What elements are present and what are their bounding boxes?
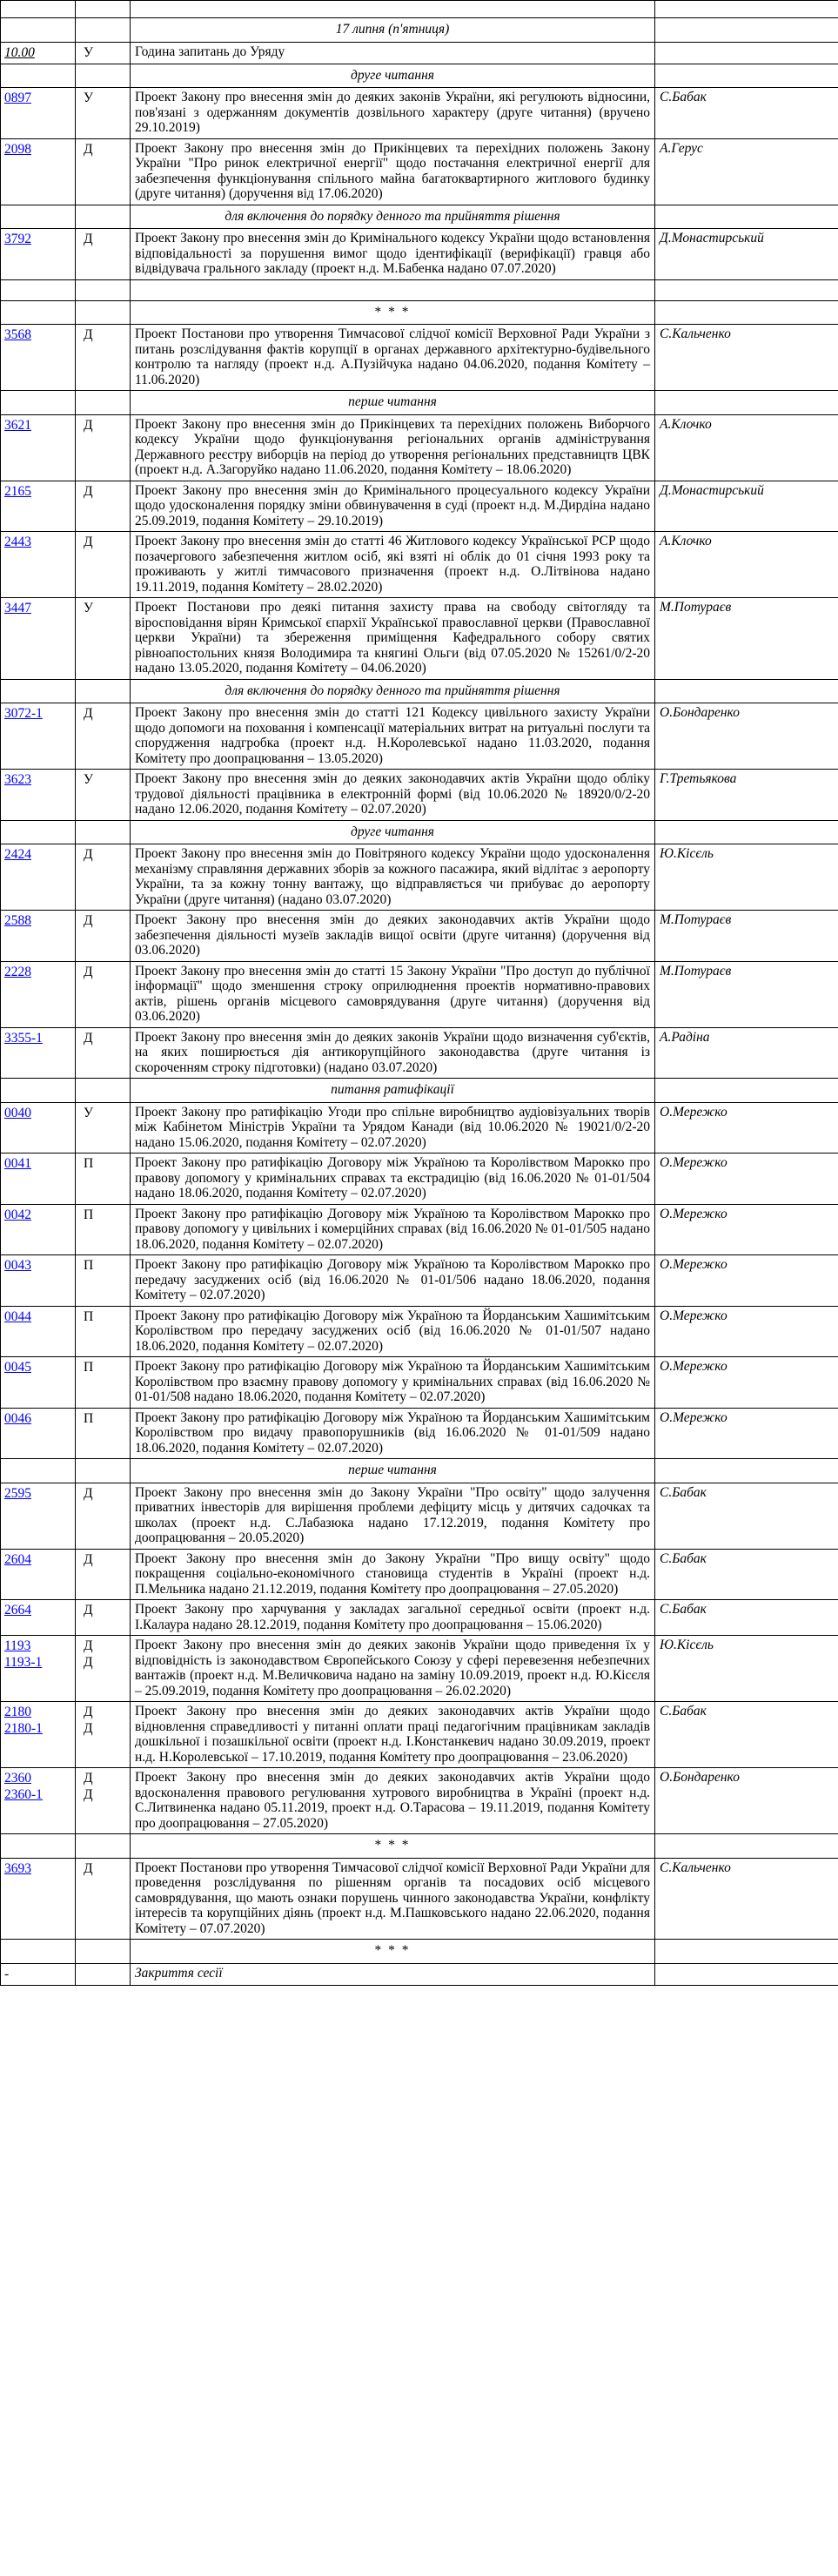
type-letter-cell	[76, 770, 131, 821]
table-row	[1, 42, 838, 64]
empty-cell	[76, 820, 131, 844]
type-letter: Д	[84, 1787, 93, 1802]
bill-number-link[interactable]: 2443	[4, 535, 31, 549]
author-name: С.Кальченко	[655, 1858, 838, 1940]
empty-cell	[76, 18, 131, 43]
type-letter: П	[84, 1308, 94, 1324]
bill-number-link[interactable]: 2604	[4, 1551, 31, 1567]
author-name: А.Герус	[655, 138, 838, 205]
type-letter: Д	[84, 417, 93, 433]
table-row	[1, 325, 838, 391]
bill-title-text: Проект Закону про ратифікацію Договору між Україною та Королівством Марокко про правову допомогу у кримінальних справах та екстрадицію (від 16.06.2020 № 01-01/504 надано 18.06.2020, подання Комітету – 02.07.2020)	[131, 1153, 655, 1205]
bill-number-cell	[1, 1102, 76, 1153]
empty-cell	[655, 820, 838, 844]
bill-number-cell	[1, 770, 76, 821]
author-name: Ю.Кісєль	[655, 1636, 838, 1702]
bill-title-text: Проект Закону про внесення змін до деяких законодавчих актів України щодо забезпечення діяльності музеїв закладів вищої освіти (друге читання) (доручення від 03.06.2020)	[131, 911, 655, 962]
bill-title-text: Проект Закону про внесення змін до Прикінцевих та перехідних положень Закону України "Про ринок електричної енергії" щодо постачання електричної енергії для забезпечення функціонування спільного майна багатоквартирного житлового будинку (друге читання) (доручення від 17.06.2020)	[131, 138, 655, 205]
author-name: О.Мережко	[655, 1102, 838, 1153]
bill-title-text: Закриття сесії	[131, 1963, 655, 1985]
table-row	[1, 481, 838, 532]
empty-cell	[76, 1459, 131, 1483]
bill-number-cell	[1, 1858, 76, 1940]
bill-number-link[interactable]: 2180-1	[4, 1721, 43, 1736]
bill-title-text: Проект Закону про внесення змін до деяких законів України, які регулюють відносини, пов'язані з одержанням документів дозвільного характеру (друге читання) (вручено 29.10.2019)	[131, 88, 655, 139]
author-name: О.Бондаренко	[655, 1768, 838, 1834]
bill-title-text: Проект Закону про ратифікацію Договору між Україною та Йорданським Хашимітським Королівством про видачу правопорушників (від 16.06.2020 № 01-01/509 надано 18.06.2020, подання Комітету – 02.07.2020)	[131, 1408, 655, 1459]
empty-cell	[655, 1834, 838, 1859]
empty-cell	[76, 391, 131, 415]
bill-number-link[interactable]: 2595	[4, 1485, 31, 1501]
table-row	[1, 1408, 838, 1459]
type-letter: П	[84, 1207, 94, 1222]
bill-number-cell	[1, 532, 76, 598]
bill-title-text: Проект Закону про внесення змін до статті 46 Житлового кодексу Української РСР щодо позачергового забезпечення житлом осіб, які взяті ні облік до 01 січня 1993 року та проживають у житлі тимчасового призначення (проект н.д. О.Літвінова надано 19.11.2019, подання Комітету – 28.02.2020)	[131, 532, 655, 598]
section-heading: для включення до порядку денного та прийняття рішення	[131, 205, 655, 229]
type-letter: У	[84, 44, 93, 60]
table-row	[1, 844, 838, 911]
type-letter: Д	[84, 1771, 93, 1786]
empty-cell	[76, 205, 131, 229]
author-name: О.Мережко	[655, 1306, 838, 1357]
bill-number-cell	[1, 1255, 76, 1307]
table-row	[1, 1636, 838, 1702]
bill-number-cell	[1, 1408, 76, 1459]
table-row	[1, 229, 838, 280]
author-name	[655, 1963, 838, 1985]
bill-number-link[interactable]: 0042	[4, 1207, 31, 1222]
table-row	[1, 88, 838, 139]
bill-number-link[interactable]: 2424	[4, 847, 31, 862]
type-letter-cell	[76, 1600, 131, 1636]
bill-number-cell	[1, 1600, 76, 1636]
section-row	[1, 679, 838, 703]
type-letter-cell	[76, 703, 131, 770]
table-row	[1, 911, 838, 962]
bill-number-link[interactable]: 3693	[4, 1860, 31, 1876]
bill-number-cell	[1, 1636, 76, 1702]
bill-title-text: Проект Закону про харчування у закладах загальної середньої освіти (проект н.д. І.Калаура надано 28.12.2019, подання Комітету про доопрацювання – 15.06.2020)	[131, 1600, 655, 1636]
empty-cell	[76, 1834, 131, 1859]
type-letter: П	[84, 1360, 94, 1375]
bill-title-text: Проект Постанови про деякі питання захисту права на свободу світогляду та віросповідання вірян Кримської єпархії Української православної церкви (Православної церкви України) та збереження приміщення Кафедрального собору святих рівноапостольних князя Володимира та княгині Ольги (від 07.05.2020 № 15261/0/2-20 надано 13.05.2020, подання Комітету – 04.06.2020)	[131, 598, 655, 680]
empty-cell	[1, 18, 76, 43]
bill-number-link[interactable]: 0041	[4, 1156, 31, 1171]
author-name: М.Потураєв	[655, 911, 838, 962]
type-letter: Д	[84, 847, 93, 862]
bill-title-text: Проект Постанови про утворення Тимчасової слідчої комісії Верховної Ради України для проведення розслідування по рішенням органів та посадових осіб місцевого самоврядування, що мають ознаки порушень чинного законодавства України, конфлікту інтересів та корупційних діянь (проект н.д. М.Пашковського надано 22.06.2020, подання Комітету – 07.07.2020)	[131, 1858, 655, 1940]
empty-cell	[1, 1940, 76, 1964]
table-row	[1, 1600, 838, 1636]
table-row	[1, 1357, 838, 1409]
separator-stars: * * *	[131, 1940, 655, 1964]
type-letter: Д	[84, 1485, 93, 1501]
type-letter-cell	[76, 961, 131, 1027]
type-letter-cell	[76, 414, 131, 481]
table-row	[1, 138, 838, 205]
bill-title-text: Проект Закону про внесення змін до деяких законів України щодо приведення їх у відповідність із законодавством Європейського Союзу у сфері перевезення небезпечних вантажів (проект н.д. М.Величковича надано на заміну 10.09.2019, проект н.д. Ю.Кісєля – 25.09.2019, подання Комітету про доопрацювання – 26.02.2020)	[131, 1636, 655, 1702]
table-row	[1, 961, 838, 1027]
bill-number-link[interactable]: 2180	[4, 1705, 31, 1719]
empty-cell	[131, 279, 655, 300]
table-row	[1, 770, 838, 821]
empty-cell	[1, 300, 76, 325]
author-name: С.Бабак	[655, 1549, 838, 1600]
type-letter-cell	[76, 911, 131, 962]
bill-number-cell	[1, 42, 76, 64]
time-label: 10.00	[4, 44, 35, 60]
type-letter: Д	[84, 141, 93, 157]
bill-number-link[interactable]: 0043	[4, 1258, 31, 1273]
bill-number-cell	[1, 481, 76, 532]
bill-title-text: Проект Закону про внесення змін до деяких законів України щодо визначення суб'єктів, на яких поширюється дія антикорупційного законодавства (друге читання із скороченням строку підготовки) (надано 03.07.2020)	[131, 1027, 655, 1079]
bill-number-cell	[1, 229, 76, 280]
type-letter-cell	[76, 1204, 131, 1255]
bill-title-text: Проект Закону про внесення змін до Закону України "Про освіту" щодо залучення приватних інвесторів для вирішення проблеми дефіциту місць у дитячих садочках та школах (проект н.д. С.Лабазюка надано 17.12.2019, подання Комітету про доопрацювання – 20.05.2020)	[131, 1483, 655, 1549]
type-letter: Д	[84, 1638, 93, 1653]
section-row	[1, 391, 838, 415]
author-name: О.Мережко	[655, 1153, 838, 1205]
table-row	[1, 1549, 838, 1600]
type-letter: У	[84, 1105, 93, 1120]
table-row	[1, 703, 838, 770]
section-row	[1, 205, 838, 229]
type-letter: У	[84, 91, 93, 105]
author-name: О.Мережко	[655, 1204, 838, 1255]
section-row	[1, 820, 838, 844]
section-row	[1, 1079, 838, 1103]
author-name: М.Потураєв	[655, 961, 838, 1027]
type-letter: Д	[84, 1860, 93, 1876]
section-heading: перше читання	[131, 1459, 655, 1483]
bill-number-cell	[1, 1768, 76, 1834]
bill-number-link[interactable]: 3792	[4, 232, 31, 246]
bill-number-link[interactable]: 3072-1	[4, 706, 43, 721]
type-letter-cell	[76, 844, 131, 911]
empty-cell	[655, 205, 838, 229]
bill-number-link[interactable]: 2098	[4, 141, 31, 157]
bill-title-text: Проект Закону про внесення змін до Кримінального кодексу України щодо встановлення відповідальності за порушення вимог щодо ідентифікації (верифікації) гравця або відвідувача грального закладу (проект н.д. М.Бабенка надано 07.07.2020)	[131, 229, 655, 280]
agenda-table-body	[1, 1, 838, 1986]
section-row	[1, 1834, 838, 1859]
bill-number-cell	[1, 325, 76, 391]
bill-number-cell	[1, 1306, 76, 1357]
type-letter: Д	[84, 327, 93, 342]
bill-number-cell	[1, 961, 76, 1027]
type-letter-cell	[76, 532, 131, 598]
bill-number-link[interactable]: 0040	[4, 1105, 31, 1120]
type-letter-cell	[76, 325, 131, 391]
table-row	[1, 1858, 838, 1940]
author-name: О.Мережко	[655, 1357, 838, 1409]
table-row	[1, 414, 838, 481]
type-letter-cell	[76, 1702, 131, 1768]
type-letter: П	[84, 1258, 94, 1273]
type-letter-cell	[76, 1768, 131, 1834]
type-letter-cell	[76, 598, 131, 680]
empty-cell	[655, 1, 838, 18]
type-letter: П	[84, 1410, 94, 1426]
bill-number-cell	[1, 414, 76, 481]
type-letter: Д	[84, 483, 93, 499]
type-letter-cell	[76, 229, 131, 280]
section-heading: питання ратифікації	[131, 1079, 655, 1103]
empty-cell	[1, 820, 76, 844]
author-name: А.Клочко	[655, 532, 838, 598]
bill-number-link[interactable]: 2664	[4, 1603, 31, 1618]
empty-cell	[1, 1834, 76, 1859]
type-letter: У	[84, 601, 93, 615]
type-letter-cell	[76, 88, 131, 139]
bill-number-cell	[1, 138, 76, 205]
bill-title-text: Проект Закону про ратифікацію Договору між Україною та Йорданським Хашимітським Королівством про передачу засуджених осіб (від 16.06.2020 № 01-01/507 надано 18.06.2020, подання Комітету – 02.07.2020)	[131, 1306, 655, 1357]
type-letter-cell	[76, 1483, 131, 1549]
bill-title-text: Проект Закону про ратифікацію Договору між Україною та Йорданським Хашимітським Королівством про взаємну правову допомогу у кримінальних справах (від 16.06.2020 № 01-01/508 надано 18.06.2020, подання Комітету – 02.07.2020)	[131, 1357, 655, 1409]
bill-number-link[interactable]: 3447	[4, 601, 31, 615]
bill-number-link[interactable]: 0045	[4, 1360, 31, 1375]
separator-stars: * * *	[131, 300, 655, 325]
row-label: -	[4, 1966, 10, 1981]
bill-number-cell	[1, 1549, 76, 1600]
table-row	[1, 1027, 838, 1079]
empty-cell	[76, 1940, 131, 1964]
section-row	[1, 18, 838, 43]
empty-cell	[1, 205, 76, 229]
empty-cell	[1, 279, 76, 300]
table-row	[1, 1255, 838, 1307]
bill-number-link[interactable]: 0897	[4, 91, 31, 105]
bill-number-link[interactable]: 2165	[4, 483, 31, 499]
section-row	[1, 1459, 838, 1483]
bill-title-text: Проект Закону про внесення змін до деяких законодавчих актів України щодо відновлення справедливості у питанні оплати праці педагогічним працівникам закладів дошкільної і позашкільної освіти (проект н.д. І.Констанкевич надано 30.09.2019, проект н.д. Н.Королевської – 17.10.2019, подання Комітету про доопрацювання – 23.06.2020)	[131, 1702, 655, 1768]
type-letter: У	[84, 772, 93, 787]
bill-title-text: Проект Закону про внесення змін до Кримінального процесуального кодексу України щодо удосконалення порядку зміни обвинувачення в суді (проект н.д. М.Дирдіна надано 25.09.2019, подання Комітету – 29.10.2019)	[131, 481, 655, 532]
type-letter-cell	[76, 1963, 131, 1985]
author-name: А.Радіна	[655, 1027, 838, 1079]
bill-number-link[interactable]: 2228	[4, 964, 31, 979]
type-letter-cell	[76, 42, 131, 64]
date-heading: 17 липня (п'ятниця)	[131, 18, 655, 43]
section-heading: для включення до порядку денного та прийняття рішення	[131, 679, 655, 703]
empty-cell	[76, 300, 131, 325]
empty-cell	[1, 1, 76, 18]
bill-number-cell	[1, 1027, 76, 1079]
spacer-row	[1, 279, 838, 300]
type-letter-cell	[76, 1255, 131, 1307]
spacer-row	[1, 1, 838, 18]
author-name: С.Бабак	[655, 1600, 838, 1636]
empty-cell	[655, 1079, 838, 1103]
empty-cell	[655, 279, 838, 300]
type-letter: Д	[84, 1030, 93, 1046]
empty-cell	[76, 679, 131, 703]
type-letter-cell	[76, 1549, 131, 1600]
type-letter-cell	[76, 1153, 131, 1205]
type-letter-cell	[76, 1858, 131, 1940]
bill-number-link[interactable]: 1193-1	[4, 1655, 43, 1670]
type-letter-cell	[76, 1027, 131, 1079]
author-name: О.Бондаренко	[655, 703, 838, 770]
author-name: М.Потураєв	[655, 598, 838, 680]
empty-cell	[76, 1079, 131, 1103]
empty-cell	[1, 391, 76, 415]
type-letter-cell	[76, 1636, 131, 1702]
bill-number-link[interactable]: 3355-1	[4, 1030, 43, 1046]
bill-number-cell	[1, 598, 76, 680]
type-letter-cell	[76, 481, 131, 532]
table-row	[1, 1306, 838, 1357]
empty-cell	[655, 18, 838, 43]
bill-number-link[interactable]: 2360-1	[4, 1787, 43, 1802]
author-name	[655, 42, 838, 64]
bill-title-text: Проект Закону про ратифікацію Договору між Україною та Королівством Марокко про передачу засуджених осіб (від 16.06.2020 № 01-01/506 надано 18.06.2020, подання Комітету – 02.07.2020)	[131, 1255, 655, 1307]
author-name: С.Бабак	[655, 1702, 838, 1768]
bill-number-cell	[1, 1483, 76, 1549]
bill-number-link[interactable]: 0044	[4, 1308, 31, 1324]
bill-number-cell	[1, 1702, 76, 1768]
bill-title-text: Проект Постанови про утворення Тимчасової слідчої комісії Верховної Ради України з питань розслідування фактів корупції в органах державного архітектурно-будівельного контролю та нагляду (проект н.д. А.Пузійчука надано 04.06.2020, подання Комітету – 11.06.2020)	[131, 325, 655, 391]
author-name: Д.Монастирський	[655, 229, 838, 280]
type-letter-cell	[76, 1408, 131, 1459]
bill-number-cell	[1, 1204, 76, 1255]
bill-number-cell	[1, 844, 76, 911]
empty-cell	[76, 1, 131, 18]
empty-cell	[1, 679, 76, 703]
author-name: О.Мережко	[655, 1408, 838, 1459]
bill-title-text: Проект Закону про ратифікацію Угоди про спільне виробництво аудіовізуальних творів між Кабінетом Міністрів України та Урядом Канади (від 10.06.2020 № 19021/0/2-20 надано 15.06.2020, подання Комітету – 02.07.2020)	[131, 1102, 655, 1153]
bill-title-text: Проект Закону про ратифікацію Договору між Україною та Королівством Марокко про правову допомогу у цивільних і комерційних справах (від 16.06.2020 № 01-01/505 надано 18.06.2020, подання Комітету – 02.07.2020)	[131, 1204, 655, 1255]
bill-title-text: Проект Закону про внесення змін до деяких законодавчих актів України щодо вдосконалення правового регулювання хутрового виробництва в Україні (проект н.д. С.Литвиненка надано 05.11.2019, проект н.д. О.Тарасова – 19.11.2019, подання Комітету про доопрацювання – 27.05.2020)	[131, 1768, 655, 1834]
table-row	[1, 1102, 838, 1153]
bill-number-link[interactable]: 3623	[4, 772, 31, 787]
bill-title-text: Проект Закону про внесення змін до статті 15 Закону України "Про доступ до публічної інформації" щодо зменшення строку оприлюднення проектів нормативно-правових актів, рішень органів місцевого самоврядування (друге читання) (доручення від 03.06.2020)	[131, 961, 655, 1027]
type-letter-cell	[76, 1357, 131, 1409]
type-letter: Д	[84, 964, 93, 979]
type-letter-cell	[76, 1102, 131, 1153]
table-row	[1, 1483, 838, 1549]
type-letter: Д	[84, 1705, 93, 1719]
bill-title-text: Проект Закону про внесення змін до Закону України "Про вищу освіту" щодо покращення соціально-економічного становища студентів в Україні (проект н.д. П.Мельника надано 21.12.2019, подання Комітету про доопрацювання – 27.05.2020)	[131, 1549, 655, 1600]
author-name: О.Мережко	[655, 1255, 838, 1307]
empty-cell	[655, 1940, 838, 1964]
type-letter: Д	[84, 1721, 93, 1736]
bill-title-text: Проект Закону про внесення змін до статті 121 Кодексу цивільного захисту України щодо допомоги на поховання і компенсації матеріальних витрат на ритуальні послуги та спорудження надгробка (проект н.д. Н.Королевської надано 11.03.2020, подання Комітету про доопрацювання – 13.05.2020)	[131, 703, 655, 770]
type-letter: Д	[84, 1655, 93, 1670]
table-row	[1, 598, 838, 680]
empty-cell	[76, 279, 131, 300]
empty-cell	[1, 64, 76, 88]
bill-number-link[interactable]: 2360	[4, 1771, 31, 1786]
type-letter: Д	[84, 913, 93, 928]
section-heading: друге читання	[131, 820, 655, 844]
empty-cell	[655, 64, 838, 88]
bill-number-link[interactable]: 3621	[4, 417, 31, 433]
bill-number-cell	[1, 703, 76, 770]
author-name: А.Клочко	[655, 414, 838, 481]
bill-title-text: Година запитань до Уряду	[131, 42, 655, 64]
empty-cell	[131, 1, 655, 18]
bill-title-text: Проект Закону про внесення змін до деяких законодавчих актів України щодо обліку трудової діяльності працівника в електронній формі (від 10.06.2020 № 18920/0/2-20 надано 12.06.2020, подання Комітету – 02.07.2020)	[131, 770, 655, 821]
table-row	[1, 1963, 838, 1985]
author-name: С.Бабак	[655, 1483, 838, 1549]
type-letter: Д	[84, 1551, 93, 1567]
bill-number-cell	[1, 1357, 76, 1409]
section-heading: перше читання	[131, 391, 655, 415]
bill-number-link[interactable]: 3568	[4, 327, 31, 342]
author-name: Ю.Кісєль	[655, 844, 838, 911]
empty-cell	[655, 1459, 838, 1483]
table-row	[1, 1768, 838, 1834]
bill-number-link[interactable]: 1193	[4, 1638, 31, 1653]
empty-cell	[655, 679, 838, 703]
bill-number-cell	[1, 1153, 76, 1205]
table-row	[1, 532, 838, 598]
bill-number-cell	[1, 911, 76, 962]
author-name: С.Кальченко	[655, 325, 838, 391]
type-letter: П	[84, 1156, 94, 1171]
empty-cell	[76, 64, 131, 88]
bill-number-link[interactable]: 0046	[4, 1410, 31, 1426]
author-name: Г.Третьякова	[655, 770, 838, 821]
bill-number-cell	[1, 1963, 76, 1985]
bill-title-text: Проект Закону про внесення змін до Повітряного кодексу України щодо удосконалення механізму справляння державних зборів за кожного пасажира, який відлітає з аеропорту України, та за кожну тонну вантажу, що відправляється чи прибуває до аеропорту України (друге читання) (надано 03.07.2020)	[131, 844, 655, 911]
type-letter-cell	[76, 1306, 131, 1357]
table-row	[1, 1153, 838, 1205]
empty-cell	[655, 300, 838, 325]
table-row	[1, 1204, 838, 1255]
section-row	[1, 64, 838, 88]
type-letter: Д	[84, 706, 93, 721]
section-heading: друге читання	[131, 64, 655, 88]
bill-number-cell	[1, 88, 76, 139]
separator-stars: * * *	[131, 1834, 655, 1859]
empty-cell	[655, 391, 838, 415]
empty-cell	[1, 1079, 76, 1103]
author-name: С.Бабак	[655, 88, 838, 139]
author-name: Д.Монастирський	[655, 481, 838, 532]
section-row	[1, 1940, 838, 1964]
section-row	[1, 300, 838, 325]
type-letter: Д	[84, 535, 93, 549]
empty-cell	[1, 1459, 76, 1483]
bill-title-text: Проект Закону про внесення змін до Прикінцевих та перехідних положень Виборчого кодексу України щодо функціонування регіональних органів адміністрування Державного реєстру виборців на період до утворення регіональних представництв ЦВК (проект н.д. А.Загоруйко надано 11.06.2020, подання Комітету – 18.06.2020)	[131, 414, 655, 481]
type-letter-cell	[76, 138, 131, 205]
table-row	[1, 1702, 838, 1768]
type-letter: Д	[84, 1603, 93, 1618]
type-letter: Д	[84, 232, 93, 246]
bill-number-link[interactable]: 2588	[4, 913, 31, 928]
